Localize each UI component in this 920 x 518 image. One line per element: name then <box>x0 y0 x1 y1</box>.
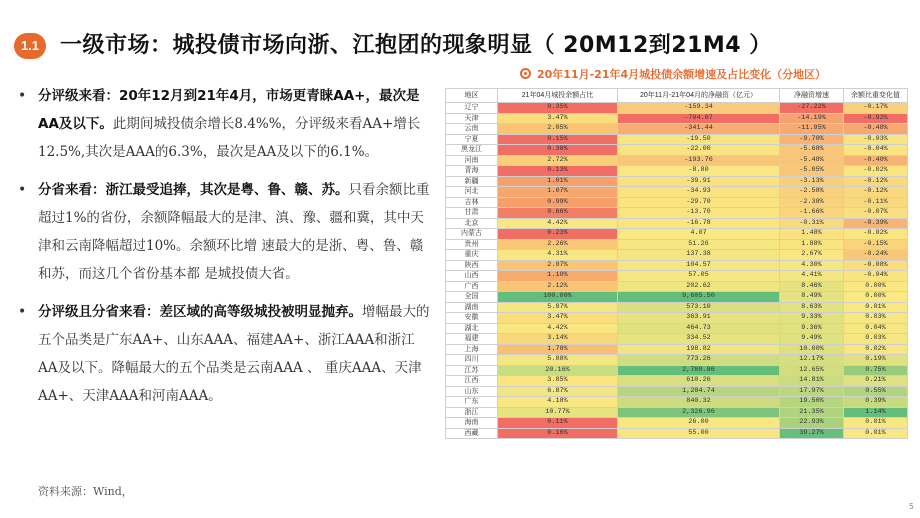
growth-cell: 12.17% <box>780 355 844 366</box>
growth-cell: 39.27% <box>780 428 844 439</box>
share-cell: 0.23% <box>498 229 618 240</box>
growth-cell: -27.22% <box>780 103 844 114</box>
region-cell: 天津 <box>446 113 498 124</box>
region-cell: 山西 <box>446 271 498 282</box>
share-change-cell: 0.75% <box>844 365 908 376</box>
share-change-cell: -0.39% <box>844 218 908 229</box>
region-data-table <box>445 88 908 439</box>
table-row <box>446 260 908 271</box>
region-cell: 广东 <box>446 397 498 408</box>
table-row <box>446 407 908 418</box>
growth-cell: 22.93% <box>780 418 844 429</box>
table-row <box>446 397 908 408</box>
share-cell: 4.42% <box>498 323 618 334</box>
table-row <box>446 197 908 208</box>
net-financing-cell: 610.26 <box>618 376 780 387</box>
region-cell: 云南 <box>446 124 498 135</box>
share-cell: 4.18% <box>498 397 618 408</box>
region-cell: 青海 <box>446 166 498 177</box>
bullet-list <box>14 82 434 420</box>
growth-cell: -5.68% <box>780 145 844 156</box>
share-change-cell: 0.00% <box>844 292 908 303</box>
share-cell: 2.12% <box>498 281 618 292</box>
growth-cell: -5.05% <box>780 166 844 177</box>
growth-cell: 14.81% <box>780 376 844 387</box>
share-cell: 3.85% <box>498 376 618 387</box>
growth-cell: 9.36% <box>780 323 844 334</box>
share-cell: 0.66% <box>498 208 618 219</box>
share-change-cell: -0.03% <box>844 134 908 145</box>
growth-cell: 1.48% <box>780 229 844 240</box>
net-financing-cell: -704.07 <box>618 113 780 124</box>
region-cell: 浙江 <box>446 407 498 418</box>
region-cell: 山东 <box>446 386 498 397</box>
table-row <box>446 208 908 219</box>
bullet-province <box>14 176 434 288</box>
net-financing-cell: 198.82 <box>618 344 780 355</box>
share-change-cell: -0.04% <box>844 145 908 156</box>
table-title-text: 20年11月-21年4月城投债余额增速及占比变化（分地区） <box>537 68 827 81</box>
share-cell: 0.35% <box>498 103 618 114</box>
region-cell: 辽宁 <box>446 103 498 114</box>
net-financing-cell: 363.91 <box>618 313 780 324</box>
net-financing-cell: -16.78 <box>618 218 780 229</box>
share-cell: 2.07% <box>498 260 618 271</box>
table-row <box>446 313 908 324</box>
net-financing-cell: -193.76 <box>618 155 780 166</box>
table-row <box>446 302 908 313</box>
share-change-cell: -0.02% <box>844 166 908 177</box>
region-cell: 全国 <box>446 292 498 303</box>
growth-cell: -3.13% <box>780 176 844 187</box>
growth-cell: 9.33% <box>780 313 844 324</box>
table-row <box>446 134 908 145</box>
table-row <box>446 292 908 303</box>
net-financing-cell: -29.70 <box>618 197 780 208</box>
net-financing-cell: 1,284.74 <box>618 386 780 397</box>
column-header: 余额比重变化值 <box>844 89 908 103</box>
net-financing-cell: -341.44 <box>618 124 780 135</box>
share-cell: 5.87% <box>498 302 618 313</box>
growth-cell: 1.88% <box>780 239 844 250</box>
bullet-body: 增幅最大的五个品类是广东AA+、山东AAA、福建AA+、浙江AAA和浙江AA及以下。降幅最大的五个品类是云南AAA 、 重庆AAA、天津AA+、天津AAA和河南AAA。 <box>38 304 430 404</box>
net-financing-cell: 573.10 <box>618 302 780 313</box>
share-change-cell: -0.08% <box>844 260 908 271</box>
region-cell: 上海 <box>446 344 498 355</box>
region-cell: 江西 <box>446 376 498 387</box>
share-cell: 0.16% <box>498 428 618 439</box>
table-row <box>446 166 908 177</box>
share-cell: 3.47% <box>498 113 618 124</box>
share-cell: 0.13% <box>498 166 618 177</box>
target-icon <box>520 68 531 79</box>
table-row <box>446 428 908 439</box>
share-change-cell: 0.01% <box>844 418 908 429</box>
net-financing-cell: 26.00 <box>618 418 780 429</box>
table-row <box>446 271 908 282</box>
table-row <box>446 376 908 387</box>
bullet-body: 此期间城投债余增长8.4%%，分评级来看AA+增长12.5%,其次是AAA的6.3%，最次是AA及以下的6.1%。 <box>38 116 421 160</box>
share-cell: 0.30% <box>498 145 618 156</box>
region-cell: 北京 <box>446 218 498 229</box>
net-financing-cell: 137.38 <box>618 250 780 261</box>
region-cell: 吉林 <box>446 197 498 208</box>
growth-cell: -1.66% <box>780 208 844 219</box>
growth-cell: -2.38% <box>780 197 844 208</box>
bullet-rating <box>14 82 434 166</box>
share-change-cell: -0.24% <box>844 250 908 261</box>
column-header: 地区 <box>446 89 498 103</box>
share-change-cell: -0.48% <box>844 124 908 135</box>
column-header: 21年04月城投余额占比 <box>498 89 618 103</box>
region-cell: 福建 <box>446 334 498 345</box>
net-financing-cell: -8.80 <box>618 166 780 177</box>
share-change-cell: 0.02% <box>844 344 908 355</box>
table-row <box>446 176 908 187</box>
share-change-cell: -0.15% <box>844 239 908 250</box>
share-change-cell: -0.12% <box>844 187 908 198</box>
bullet-lead: 分省来看：浙江最受追捧，其次是粤、鲁、赣、苏。 <box>38 182 349 198</box>
table-row <box>446 334 908 345</box>
table-row <box>446 418 908 429</box>
table-row <box>446 355 908 366</box>
page-number: 5 <box>908 502 914 511</box>
page-title: 一级市场：城投债市场向浙、江抱团的现象明显（ 20M12到21M4 ） <box>60 33 772 58</box>
growth-cell: 8.46% <box>780 281 844 292</box>
growth-cell: -2.58% <box>780 187 844 198</box>
growth-cell: 2.67% <box>780 250 844 261</box>
share-change-cell: 0.01% <box>844 428 908 439</box>
bullet-lead: 分评级来看：20年12月到21年4月，市场更青睐AA+，最次是AA及以下。 <box>38 88 420 132</box>
table-row <box>446 281 908 292</box>
growth-cell: 19.56% <box>780 397 844 408</box>
share-change-cell: 0.21% <box>844 376 908 387</box>
table-row <box>446 113 908 124</box>
net-financing-cell: -34.93 <box>618 187 780 198</box>
table-row <box>446 187 908 198</box>
region-cell: 广西 <box>446 281 498 292</box>
growth-cell: 21.35% <box>780 407 844 418</box>
table-title <box>520 66 826 82</box>
share-change-cell: 0.03% <box>844 313 908 324</box>
table-row <box>446 365 908 376</box>
share-change-cell: -0.11% <box>844 197 908 208</box>
bullet-dot-icon: • <box>18 88 27 104</box>
share-cell: 100.00% <box>498 292 618 303</box>
share-change-cell: 0.19% <box>844 355 908 366</box>
share-change-cell: -0.07% <box>844 208 908 219</box>
net-financing-cell: -19.50 <box>618 134 780 145</box>
net-financing-cell: -159.34 <box>618 103 780 114</box>
growth-cell: 10.00% <box>780 344 844 355</box>
share-change-cell: 0.00% <box>844 281 908 292</box>
share-cell: 1.01% <box>498 176 618 187</box>
region-cell: 陕西 <box>446 260 498 271</box>
column-header: 20年11月-21年04月的净融资（亿元） <box>618 89 780 103</box>
share-change-cell: -0.17% <box>844 103 908 114</box>
share-cell: 3.47% <box>498 313 618 324</box>
share-change-cell: -0.92% <box>844 113 908 124</box>
growth-cell: -14.19% <box>780 113 844 124</box>
share-change-cell: 0.39% <box>844 397 908 408</box>
net-financing-cell: -22.00 <box>618 145 780 156</box>
net-financing-cell: 334.52 <box>618 334 780 345</box>
net-financing-cell: 9,605.50 <box>618 292 780 303</box>
net-financing-cell: -13.70 <box>618 208 780 219</box>
net-financing-cell: 773.26 <box>618 355 780 366</box>
column-header: 净融资增速 <box>780 89 844 103</box>
share-cell: 1.07% <box>498 187 618 198</box>
table-row <box>446 250 908 261</box>
net-financing-cell: 55.00 <box>618 428 780 439</box>
growth-cell: 12.65% <box>780 365 844 376</box>
region-cell: 西藏 <box>446 428 498 439</box>
region-cell: 黑龙江 <box>446 145 498 156</box>
growth-cell: 4.30% <box>780 260 844 271</box>
region-cell: 江苏 <box>446 365 498 376</box>
growth-cell: -9.70% <box>780 134 844 145</box>
table-row <box>446 145 908 156</box>
bullet-body: 只看余额比重超过1%的省份，余额降幅最大的是津、滇、豫、疆和冀，其中天津和云南降幅超过10%。余额环比增 速最大的是浙、粤、鲁、赣和苏，而这几个省份基本都 是城投债大省。 <box>38 182 430 282</box>
growth-cell: 4.41% <box>780 271 844 282</box>
share-change-cell: -0.40% <box>844 155 908 166</box>
growth-cell: -0.31% <box>780 218 844 229</box>
region-cell: 甘肃 <box>446 208 498 219</box>
share-cell: 2.26% <box>498 239 618 250</box>
net-financing-cell: 51.26 <box>618 239 780 250</box>
share-cell: 4.31% <box>498 250 618 261</box>
net-financing-cell: 4.07 <box>618 229 780 240</box>
region-cell: 河南 <box>446 155 498 166</box>
section-number-badge: 1.1 <box>14 33 46 59</box>
table-header-row <box>446 89 908 103</box>
net-financing-cell: 202.62 <box>618 281 780 292</box>
table-row <box>446 124 908 135</box>
share-cell: 2.05% <box>498 124 618 135</box>
table-row <box>446 386 908 397</box>
growth-cell: 8.63% <box>780 302 844 313</box>
region-cell: 湖北 <box>446 323 498 334</box>
bullet-dot-icon: • <box>18 304 27 320</box>
bullet-dot-icon: • <box>18 182 27 198</box>
share-cell: 20.16% <box>498 365 618 376</box>
net-financing-cell: 2,780.86 <box>618 365 780 376</box>
growth-cell: -11.95% <box>780 124 844 135</box>
share-change-cell: 0.04% <box>844 323 908 334</box>
share-cell: 10.77% <box>498 407 618 418</box>
growth-cell: -5.48% <box>780 155 844 166</box>
net-financing-cell: 840.32 <box>618 397 780 408</box>
share-change-cell: -0.02% <box>844 229 908 240</box>
share-change-cell: 1.14% <box>844 407 908 418</box>
table-row <box>446 229 908 240</box>
net-financing-cell: 57.05 <box>618 271 780 282</box>
net-financing-cell: 104.57 <box>618 260 780 271</box>
net-financing-cell: 464.73 <box>618 323 780 334</box>
table-body <box>446 103 908 439</box>
growth-cell: 9.49% <box>780 334 844 345</box>
share-cell: 3.14% <box>498 334 618 345</box>
share-cell: 1.78% <box>498 344 618 355</box>
table-row <box>446 344 908 355</box>
share-change-cell: -0.12% <box>844 176 908 187</box>
share-change-cell: -0.04% <box>844 271 908 282</box>
region-cell: 重庆 <box>446 250 498 261</box>
region-cell: 安徽 <box>446 313 498 324</box>
region-cell: 河北 <box>446 187 498 198</box>
region-cell: 宁夏 <box>446 134 498 145</box>
share-cell: 0.15% <box>498 134 618 145</box>
share-cell: 4.42% <box>498 218 618 229</box>
share-cell: 1.10% <box>498 271 618 282</box>
share-change-cell: 0.01% <box>844 302 908 313</box>
source-note: 资料来源：Wind， <box>38 485 133 498</box>
table-row <box>446 103 908 114</box>
growth-cell: 8.49% <box>780 292 844 303</box>
region-cell: 湖南 <box>446 302 498 313</box>
share-change-cell: 0.55% <box>844 386 908 397</box>
share-change-cell: 0.03% <box>844 334 908 345</box>
net-financing-cell: 2,326.96 <box>618 407 780 418</box>
share-cell: 0.99% <box>498 197 618 208</box>
region-cell: 四川 <box>446 355 498 366</box>
share-cell: 2.72% <box>498 155 618 166</box>
table-row <box>446 155 908 166</box>
region-cell: 新疆 <box>446 176 498 187</box>
share-cell: 5.88% <box>498 355 618 366</box>
table-row <box>446 323 908 334</box>
growth-cell: 17.97% <box>780 386 844 397</box>
region-cell: 海南 <box>446 418 498 429</box>
table-row <box>446 239 908 250</box>
net-financing-cell: -39.91 <box>618 176 780 187</box>
bullet-lead: 分评级且分省来看：差区域的高等级城投被明显抛弃。 <box>38 304 362 320</box>
table-row <box>446 218 908 229</box>
region-cell: 内蒙古 <box>446 229 498 240</box>
region-cell: 贵州 <box>446 239 498 250</box>
share-cell: 0.11% <box>498 418 618 429</box>
bullet-rating-province <box>14 298 434 410</box>
share-cell: 6.87% <box>498 386 618 397</box>
